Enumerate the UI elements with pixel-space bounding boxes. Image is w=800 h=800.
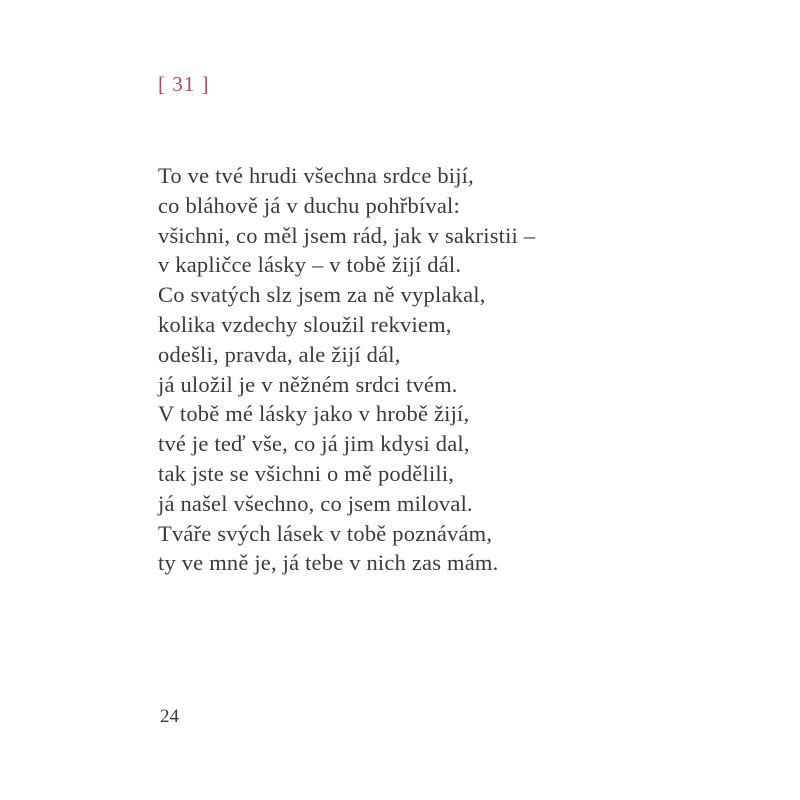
poem-line: kolika vzdechy sloužil rekviem,: [158, 311, 452, 337]
poem-line: tvé je teď vše, co já jim kdysi dal,: [158, 431, 470, 457]
poem-line: Tváře svých lásek v tobě poznávám,: [158, 520, 493, 546]
poem-line: To ve tvé hrudi všechna srdce bijí,: [158, 163, 474, 188]
poem-line: V tobě mé lásky jako v hrobě žijí,: [158, 401, 470, 427]
poem-line: já našel všechno, co jsem miloval.: [158, 490, 473, 516]
poem-line: tak jste se všichni o mě podělili,: [158, 460, 455, 486]
poem-line: Co svatých slz jsem za ně vyplakal,: [158, 282, 486, 308]
poem-line: odešli, pravda, ale žijí dál,: [158, 341, 401, 367]
page-number: 24: [160, 706, 179, 727]
poem: [158, 161, 678, 578]
poem-line: všichni, co měl jsem rád, jak v sakristii –: [158, 222, 536, 248]
poem-line: já uložil je v něžném srdci tvém.: [158, 371, 458, 397]
poem-line: co bláhově já v duchu pohřbíval:: [158, 192, 460, 218]
poem-line: ty ve mně je, já tebe v nich zas mám.: [158, 550, 499, 576]
poem-line: v kapličce lásky – v tobě žijí dál.: [158, 252, 462, 278]
poem-number: [ 31 ]: [158, 72, 210, 96]
